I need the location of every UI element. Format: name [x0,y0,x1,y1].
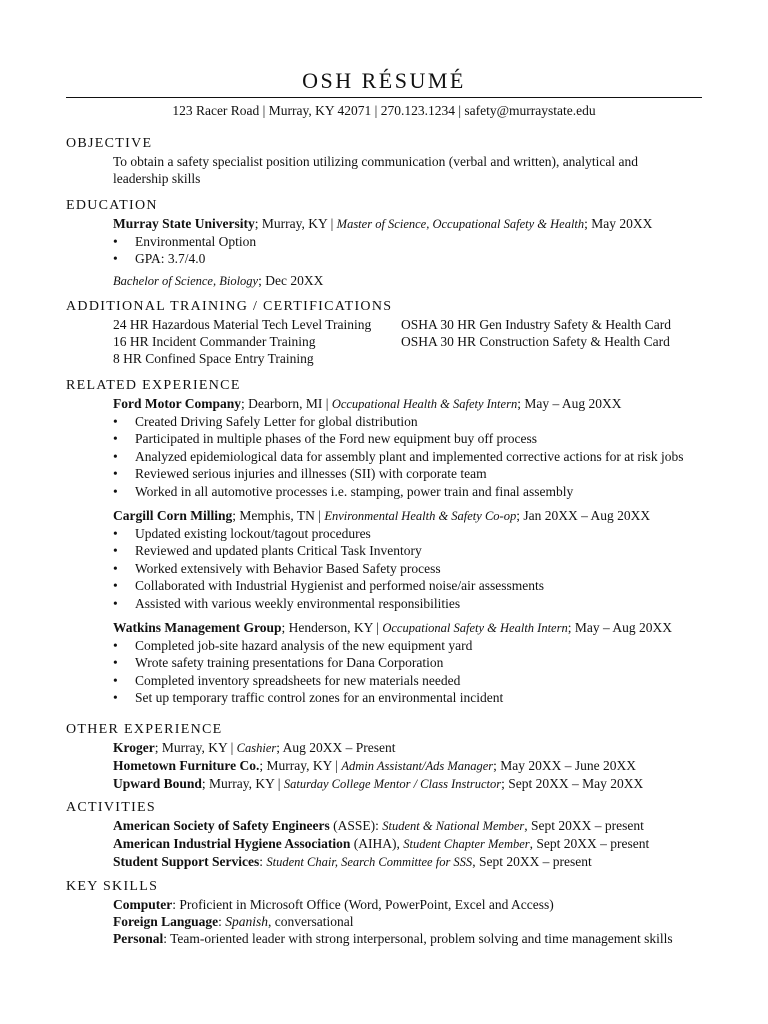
activity-line [113,853,706,871]
activity-org: American Society of Safety Engineers [113,818,330,833]
job-location: ; Murray, KY | [201,776,284,791]
contact-line: 123 Racer Road | Murray, KY 42071 | 270.123.1234 | safety@murraystate.edu [172,103,596,118]
job-dates: ; Aug 20XX – Present [276,740,396,755]
objective-line: leadership skills [113,171,201,186]
skill-label: Computer [113,897,173,912]
job-role: Environmental Health & Safety Co-op [324,509,517,524]
skill-sep: : [218,914,226,929]
list-item: • Worked extensively with Behavior Based Safety process [113,560,706,577]
skill-text: : Team-oriented leader with strong interpersonal, problem solving and time management skills [163,931,673,946]
activity-abbr: (ASSE): [329,818,383,833]
training-item: 8 HR Confined Space Entry Training [113,351,314,366]
company-name: Cargill Corn Milling [113,508,233,524]
training-item: 16 HR Incident Commander Training [113,334,316,349]
objective-line: To obtain a safety specialist position utilizing communication (verbal and written), analytical and [113,154,639,169]
list-item: • Updated existing lockout/tagout procedures [113,525,706,542]
job-bullets [113,637,706,707]
spacer [113,500,706,507]
list-item: • Completed job-site hazard analysis of the new equipment yard [113,637,706,654]
skills-body [113,896,706,947]
job-dates: ; Jan 20XX – Aug 20XX [516,508,651,524]
training-item: OSHA 30 HR Gen Industry Safety & Health Card [401,317,671,332]
list-item: • Collaborated with Industrial Hygienist and performed noise/air assessments [113,577,706,594]
job-location: ; Dearborn, MI | [241,396,332,411]
list-item: • GPA: 3.7/4.0 [113,250,706,267]
list-item: • Completed inventory spreadsheets for new materials needed [113,672,706,689]
school-location: ; Murray, KY | [254,216,337,231]
degree-masters-date: ; May 20XX [584,216,653,231]
skill-line [113,930,706,947]
training-right-column [401,316,701,367]
activities-body [113,817,706,871]
page-title: OSH RÉSUMÉ [302,68,466,93]
job-title-line [113,619,706,637]
skill-label: Foreign Language [113,914,219,929]
job-bullets [113,413,706,500]
training-heading: ADDITIONAL TRAINING / CERTIFICATIONS [66,299,393,314]
activity-line [113,835,706,853]
skill-text: : Proficient in Microsoft Office (Word, PowerPoint, Excel and Access) [172,897,554,912]
company-name: Hometown Furniture Co. [113,758,260,773]
list-item: • Created Driving Safely Letter for global distribution [113,413,706,430]
skill-text: , conversational [268,914,354,929]
company-name: Ford Motor Company [113,396,241,411]
activities-heading: ACTIVITIES [66,800,156,815]
job-location: ; Memphis, TN | [232,508,325,524]
activity-dates: , Sept 20XX – present [524,818,644,833]
job-location: ; Henderson, KY | [281,620,383,636]
related-experience-body [113,395,706,707]
training-left-column [113,316,401,367]
job-dates: ; May 20XX – June 20XX [493,758,637,773]
job-location: ; Murray, KY | [259,758,342,773]
activity-org: Student Support Services [113,854,260,869]
education-body [113,215,706,290]
education-bullets [113,233,706,268]
activities-section [66,799,706,871]
skill-label: Personal [113,931,164,946]
activity-line [113,817,706,835]
activity-role: Student & National Member [382,819,525,833]
education-school-line [113,215,706,233]
related-experience-heading: RELATED EXPERIENCE [66,378,241,393]
job-dates: ; Sept 20XX – May 20XX [501,776,644,791]
list-item: • Set up temporary traffic control zones for an environmental incident [113,689,706,706]
objective-heading: OBJECTIVE [66,136,153,151]
job-role: Occupational Health & Safety Intern [331,397,518,411]
company-name: Upward Bound [113,776,202,791]
list-item: • Participated in multiple phases of the Ford new equipment buy off process [113,430,706,447]
skills-section [66,878,706,947]
skill-language: Spanish [225,914,269,929]
training-item: 24 HR Hazardous Material Tech Level Training [113,317,372,332]
job-location: ; Murray, KY | [154,740,237,755]
job-title-line [113,507,706,525]
activity-org: American Industrial Hygiene Association [113,836,351,851]
degree-masters: Master of Science, Occupational Safety & Health [336,217,585,231]
skill-line [113,896,706,913]
education-section [66,197,706,290]
activity-abbr: : [259,854,267,869]
activity-dates: , Sept 20XX – present [472,854,592,869]
other-job-line [113,739,706,757]
list-item: • Assisted with various weekly environmental responsibilities [113,595,706,612]
skill-line [113,913,706,930]
job-dates: ; May – Aug 20XX [567,620,672,636]
training-item: OSHA 30 HR Construction Safety & Health Card [401,334,670,349]
list-item: • Reviewed and updated plants Critical Task Inventory [113,542,706,559]
activity-role: Student Chapter Member [403,837,530,851]
list-item: • Reviewed serious injuries and illnesses (SII) with corporate team [113,465,706,482]
objective-text [113,153,706,187]
education-heading: EDUCATION [66,198,158,213]
other-experience-heading: OTHER EXPERIENCE [66,722,223,737]
other-job-line [113,757,706,775]
job-dates: ; May – Aug 20XX [517,396,622,411]
education-bachelor-line [113,272,706,290]
objective-section [66,135,706,187]
training-section [66,298,706,367]
job-role: Admin Assistant/Ads Manager [341,759,494,773]
training-columns [113,316,706,367]
company-name: Watkins Management Group [113,620,282,636]
title-divider [66,97,702,98]
degree-bachelor: Bachelor of Science, Biology [113,273,259,288]
related-experience-section [66,377,706,707]
list-item: • Wrote safety training presentations for Dana Corporation [113,654,706,671]
school-name: Murray State University [113,216,255,231]
list-item: • Analyzed epidemiological data for assembly plant and implemented corrective actions for at risk jobs [113,448,706,465]
job-role: Saturday College Mentor / Class Instructor [283,777,502,791]
job-role: Cashier [236,741,277,755]
activity-role: Student Chair, Search Committee for SSS [266,855,473,869]
other-experience-section [66,721,706,793]
job-bullets [113,525,706,612]
job-title-line [113,395,706,413]
activity-dates: , Sept 20XX – present [529,836,650,851]
company-name: Kroger [113,740,155,755]
job-role: Occupational Safety & Health Intern [382,621,568,636]
other-job-line [113,775,706,793]
degree-bachelor-date: ; Dec 20XX [258,272,324,288]
skills-heading: KEY SKILLS [66,879,159,894]
list-item: • Worked in all automotive processes i.e. stamping, power train and final assembly [113,483,706,500]
list-item: • Environmental Option [113,233,706,250]
other-experience-body [113,739,706,793]
spacer [113,612,706,619]
activity-abbr: (AIHA), [350,836,404,851]
